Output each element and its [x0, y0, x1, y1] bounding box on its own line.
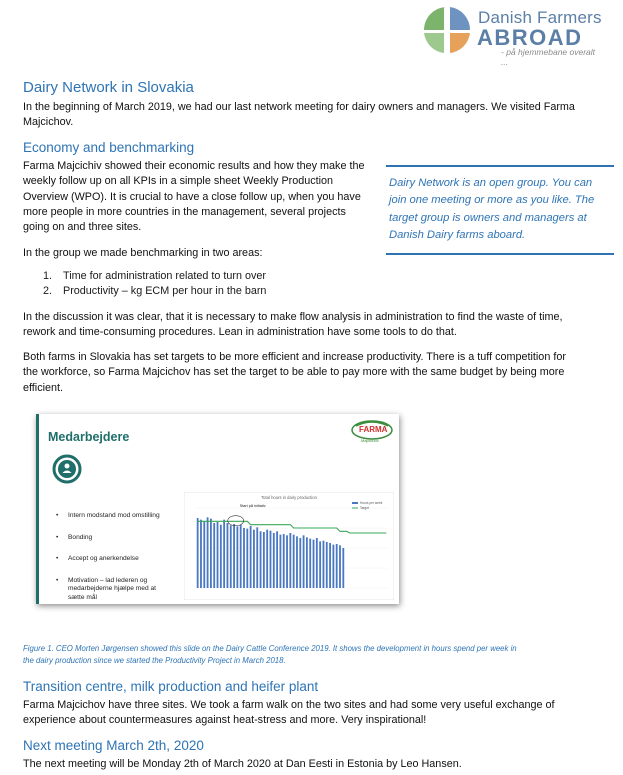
chart-bar: [273, 533, 275, 588]
slide-bullet: • Accept og anerkendelse: [56, 555, 139, 562]
slide-title: Medarbejdere: [48, 430, 130, 444]
targets-paragraph: [23, 350, 566, 396]
chart-bar: [207, 517, 209, 588]
logo-line2: ABROAD: [477, 25, 583, 50]
chart-bar: [213, 523, 215, 588]
chart-bar: [336, 544, 338, 588]
chart-bar: [200, 520, 202, 588]
chart-bar: [339, 545, 341, 588]
paragraph-line: weekly follow up on all KPIs in a simple sheet Weekly Production: [23, 175, 334, 188]
chart-bar: [240, 525, 242, 588]
caption-line: Figure 1. CEO Morten Jørgensen showed this slide on the Dairy Cattle Conference 2019. It shows the development in hours spend per week in: [23, 644, 517, 653]
discussion-paragraph: [23, 310, 563, 341]
callout-bottom-rule: [386, 253, 614, 255]
callout-line: Danish Dairy farms aboard.: [389, 228, 526, 241]
farma-badge-text: FARMA: [359, 425, 388, 434]
slide-bullets: [56, 512, 168, 602]
logo: [423, 4, 603, 67]
chart-bar: [280, 535, 282, 588]
page-title: Dairy Network in Slovakia: [23, 79, 194, 96]
chart-bar: [197, 518, 199, 588]
slide-bullet: • Intern modstand mod omstilling: [56, 512, 160, 519]
people-icon: [52, 454, 82, 484]
callout-top-rule: [386, 165, 614, 167]
chart-bar: [270, 531, 272, 588]
chart-bar: [306, 537, 308, 588]
section-heading-next-meeting: Next meeting March 2th, 2020: [23, 738, 204, 753]
slide-accent-bar: [36, 414, 39, 604]
chart-bar: [303, 535, 305, 588]
list-item: 2. Productivity – kg ECM per hour in the barn: [43, 285, 267, 298]
chart-annotation-label: Start på initiativ: [239, 504, 266, 508]
chart-bar: [256, 527, 258, 588]
economy-paragraph: [23, 159, 364, 235]
list-item: 1. Time for administration related to turn over: [43, 270, 267, 282]
chart-bar: [319, 541, 321, 588]
chart-bar: [332, 545, 334, 588]
chart-bar: [276, 531, 278, 588]
caption-line: the dairy production since we started the Productivity Project in March 2018.: [23, 656, 286, 666]
chart-bar: [243, 528, 245, 588]
paragraph-line: the workforce, so Farma Majcichov has set the target to be able to pay more with the same budget by being more: [23, 366, 565, 379]
chart-bar: [329, 543, 331, 588]
next-meeting-text: The next meeting will be Monday 2th of March 2020 at Dan Eesti in Estonia by Leo Hansen.: [23, 758, 462, 770]
logo-line1: Danish Farmers: [478, 8, 602, 27]
chart-bar: [250, 526, 252, 588]
callout-line: join one meeting or more as you like. The: [389, 194, 595, 207]
chart-bar: [326, 542, 328, 588]
chart-bar: [260, 531, 262, 588]
callout-line: Dairy Network is an open group. You can: [389, 177, 593, 189]
paragraph-line: Farma Majcichiv showed their economic results and how they make the: [23, 160, 365, 172]
intro-line-2: Majcichov.: [23, 116, 74, 128]
paragraph-line: going on and three sites.: [23, 221, 142, 234]
chart-title: Total hours in dairy production: [261, 495, 317, 500]
transition-paragraph: [23, 698, 555, 729]
chart-bar: [289, 533, 291, 588]
chart-bar: [230, 525, 232, 588]
slide-bullet: • Motivation – lad lederen og medarbejderne hjælpe med at sætte mål: [56, 576, 156, 601]
figure-caption: [23, 643, 517, 668]
paragraph-line: efficient.: [23, 381, 64, 394]
chart-bar: [266, 530, 268, 588]
chart-bar: [309, 539, 311, 588]
chart-bar: [217, 522, 219, 588]
paragraph-line: rework and time-consuming procedures. Lean in administration have some tools to do that.: [23, 326, 457, 339]
chart-bar: [203, 521, 205, 588]
hours-chart: [184, 492, 394, 600]
paragraph-line: Both farms in Slovakia has set targets to be more efficient and increase productivity. There is a tuff competition for: [23, 351, 566, 363]
chart-bar: [253, 530, 255, 588]
farma-badge: [350, 420, 394, 446]
chart-bar: [236, 526, 238, 588]
chart-bar: [210, 519, 212, 588]
callout-box: [386, 165, 614, 257]
paragraph-line: In the discussion it was clear, that it is necessary to make flow analysis in administration to find the waste of time,: [23, 311, 563, 323]
slide-bullet: • Bonding: [56, 533, 93, 541]
paragraph-line: experience about countermeasures against heat-stress and more. Very inspirational!: [23, 714, 427, 727]
paragraph-line: Overview (WPO). It is crucial to have a close follow up, when you have: [23, 190, 361, 203]
chart-bar: [296, 536, 298, 588]
slide-image: [36, 414, 399, 604]
chart-bar: [316, 538, 318, 588]
chart-bar: [313, 540, 315, 588]
intro-line-1: In the beginning of March 2019, we had our last network meeting for dairy owners and managers. We visited Farma: [23, 101, 575, 113]
paragraph-line: more people in more countries in the management, several projects: [23, 205, 346, 218]
chart-bar: [293, 535, 295, 588]
chart-bar: [263, 532, 265, 588]
logo-emblem-icon: [423, 6, 471, 54]
chart-bar: [323, 541, 325, 588]
chart-legend-label: Target: [360, 506, 369, 510]
benchmark-list: [43, 269, 266, 300]
chart-legend-label: Hours per week: [360, 501, 383, 505]
chart-bar: [342, 548, 344, 588]
chart-bar: [233, 524, 235, 588]
chart-legend-swatch: [352, 502, 358, 504]
paragraph-line: Farma Majcichov have three sites. We took a farm walk on the two sites and had some very useful exchange of: [23, 699, 555, 711]
chart-bar: [220, 525, 222, 588]
callout-line: target group is owners and managers at: [389, 211, 587, 224]
chart-bar: [246, 529, 248, 588]
chart-bar: [286, 535, 288, 588]
farma-badge-sub: Majcichov: [361, 438, 379, 443]
chart-bar: [299, 538, 301, 588]
benchmark-intro: In the group we made benchmarking in two areas:: [23, 247, 263, 259]
section-heading-transition: Transition centre, milk production and heifer plant: [23, 679, 319, 694]
section-heading-economy: Economy and benchmarking: [23, 140, 195, 155]
chart-bar: [227, 523, 229, 588]
chart-bar: [283, 534, 285, 588]
logo-tagline: - på hjemmebane overalt ...: [501, 47, 596, 67]
chart-bar: [223, 520, 225, 588]
